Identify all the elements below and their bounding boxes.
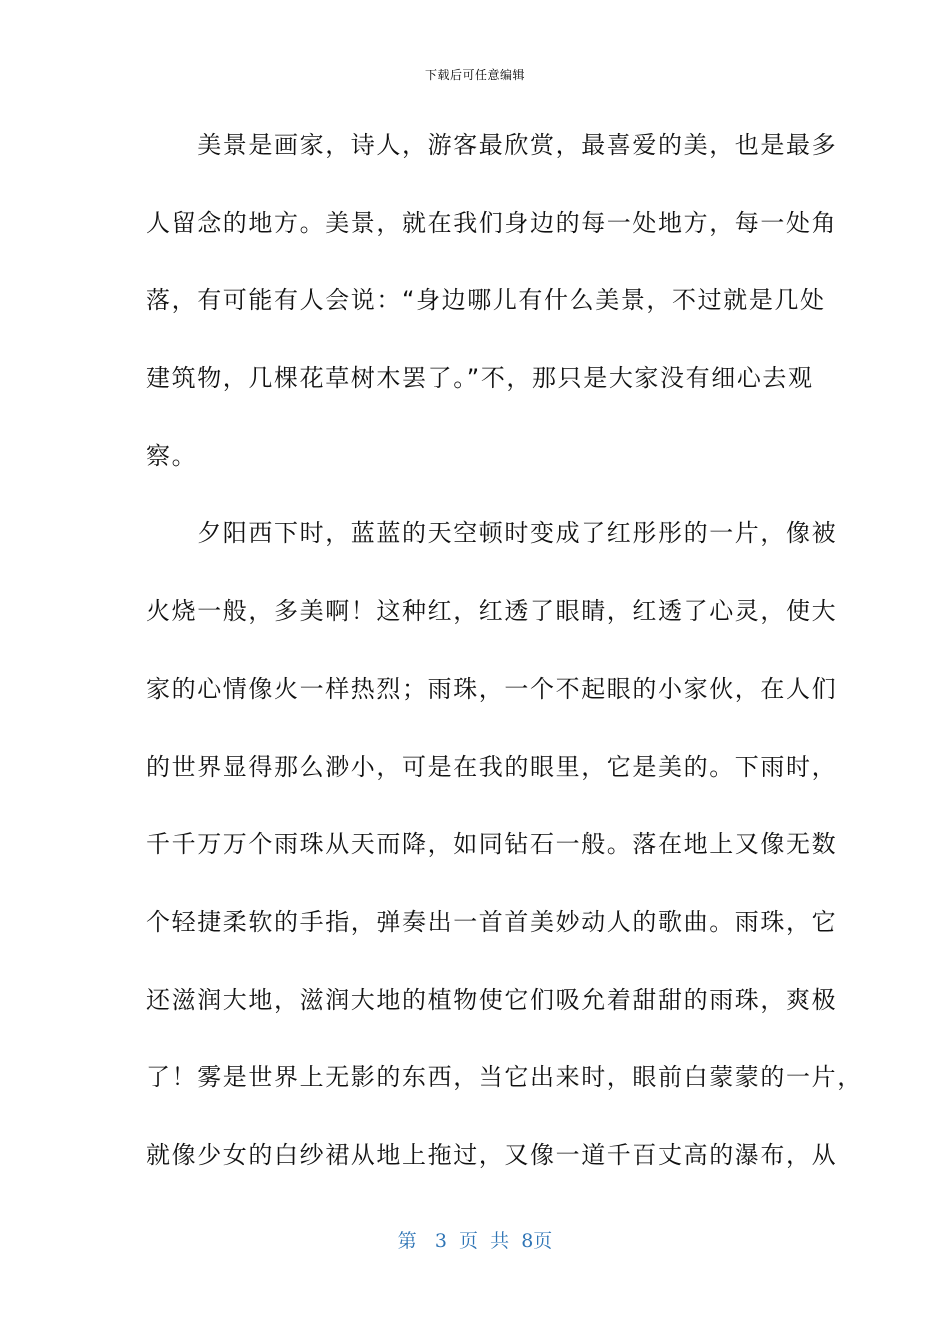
text-line: 落，有可能有人会说：“身边哪儿有什么美景，不过就是几处 [146, 286, 826, 315]
page-header: 下载后可任意编辑 [424, 68, 525, 82]
text-line: 察。 [146, 441, 198, 470]
footer-total-label: 共 [490, 1230, 510, 1252]
footer-current-page: 3 [434, 1230, 447, 1252]
text-line: 建筑物，几棵花草树木罢了。”不，那只是大家没有细心去观 [146, 364, 814, 393]
text-line: 夕阳西下时，蓝蓝的天空顿时变成了红彤彤的一片，像被 [146, 519, 838, 548]
footer-page-label: 第 [397, 1230, 417, 1252]
text-line: 千千万万个雨珠从天而降，如同钻石一般。落在地上又像无数 [146, 830, 838, 859]
text-line: 火烧一般，多美啊！这种红，红透了眼睛，红透了心灵，使大 [146, 597, 838, 626]
page-footer [0, 1226, 950, 1253]
text-line: 还滋润大地，滋润大地的植物使它们吸允着甜甜的雨珠，爽极 [146, 985, 838, 1014]
text-line: 个轻捷柔软的手指，弹奏出一首首美妙动人的歌曲。雨珠，它 [146, 907, 838, 936]
footer-total-pages: 8页 [521, 1230, 553, 1252]
text-line: 就像少女的白纱裙从地上拖过，又像一道千百丈高的瀑布，从 [146, 1140, 838, 1169]
footer-unit-label: 页 [459, 1230, 479, 1252]
text-line: 人留念的地方。美景，就在我们身边的每一处地方，每一处角 [146, 208, 838, 237]
text-line: 美景是画家，诗人，游客最欣赏，最喜爱的美，也是最多 [146, 131, 838, 159]
text-line: 的世界显得那么渺小，可是在我的眼里，它是美的。下雨时， [146, 752, 838, 781]
document-body [146, 120, 863, 1208]
text-line: 了！雾是世界上无影的东西，当它出来时，眼前白蒙蒙的一片， [146, 1063, 863, 1092]
text-line: 家的心情像火一样热烈；雨珠，一个不起眼的小家伙，在人们 [146, 674, 838, 703]
